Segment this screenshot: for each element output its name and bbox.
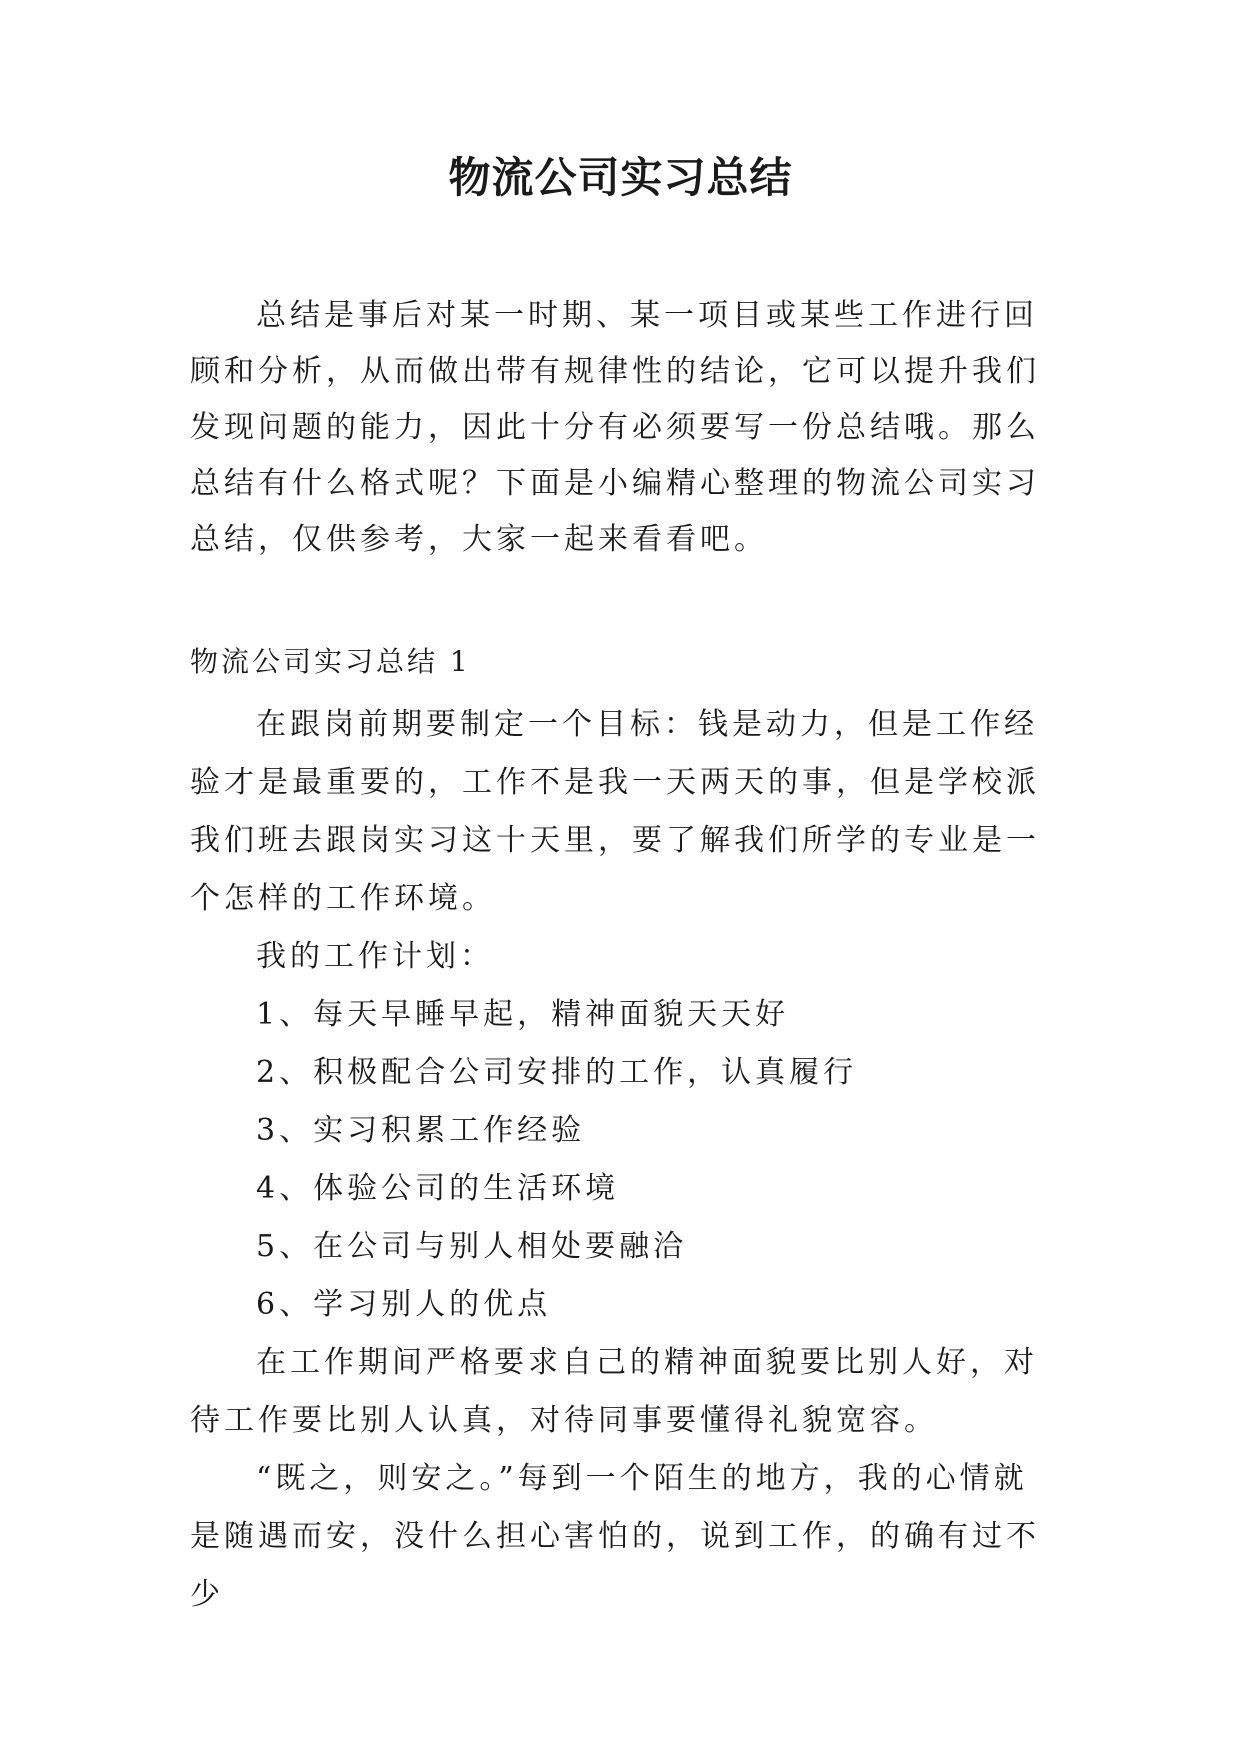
- intro-paragraph: 总结是事后对某一时期、某一项目或某些工作进行回顾和分析，从而做出带有规律性的结论，它可以提升我们发现问题的能力，因此十分有必须要写一份总结哦。那么总结有什么格式呢？下面是小编精心整理的物流公司实习总结，仅供参考，大家一起来看看吧。: [190, 298, 1040, 557]
- section-body: [190, 696, 1052, 1624]
- paragraph-adaptation: “既之，则安之。”每到一个陌生的地方，我的心情就是随遇而安，没什么担心害怕的，说到工作，的确有过不少: [190, 1461, 1040, 1612]
- plan-item-5: 5、在公司与别人相处要融洽: [256, 1229, 688, 1264]
- plan-item-1: 1、每天早睡早起，精神面貌天天好: [256, 997, 790, 1032]
- paragraph-work-attitude: 在工作期间严格要求自己的精神面貌要比别人好，对待工作要比别人认真，对待同事要懂得礼貌宽容。: [190, 1345, 1038, 1438]
- paragraph-plan-heading: 我的工作计划：: [256, 939, 494, 974]
- paragraph-goal: 在跟岗前期要制定一个目标：钱是动力，但是工作经验才是最重要的，工作不是我一天两天的事，但是学校派我们班去跟岗实习这十天里，要了解我们所学的专业是一个怎样的工作环境。: [190, 707, 1040, 916]
- section-heading: 物流公司实习总结 1: [190, 645, 471, 678]
- plan-item-3: 3、实习积累工作经验: [256, 1113, 586, 1148]
- plan-item-6: 6、学习别人的优点: [256, 1287, 552, 1322]
- plan-item-4: 4、体验公司的生活环境: [256, 1171, 620, 1206]
- page-title: 物流公司实习总结: [448, 153, 793, 202]
- plan-item-2: 2、积极配合公司安排的工作，认真履行: [256, 1055, 858, 1090]
